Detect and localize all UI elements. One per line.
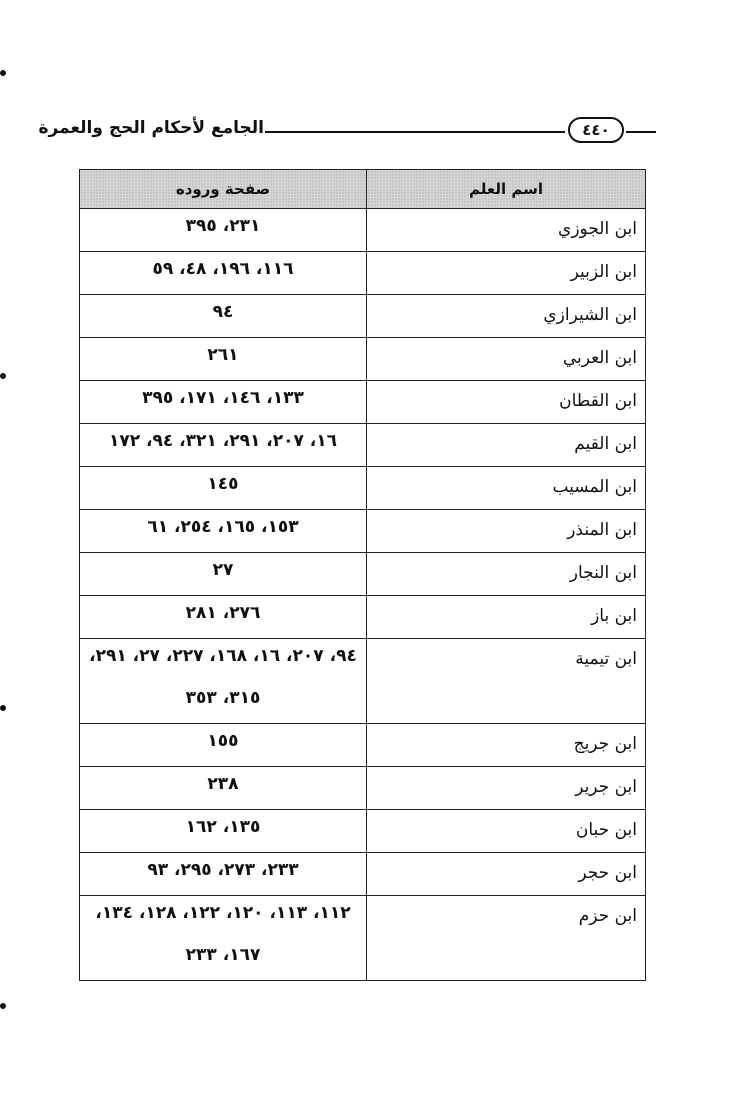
name-cell: ابن حبان (367, 810, 646, 853)
table-row (80, 853, 646, 896)
pages-line: ٩٤، ٢٠٧، ١٦، ١٦٨، ٢٢٧، ٢٧، ٢٩١، (89, 646, 357, 666)
column-header-pages: صفحة وروده (80, 170, 367, 209)
pages-line: ١٣٥، ١٦٢ (185, 817, 261, 837)
pages-cell (80, 424, 367, 467)
pages-cell (80, 381, 367, 424)
pages-cell (80, 810, 367, 853)
table-header-row (80, 170, 646, 209)
table-row (80, 810, 646, 853)
pages-line: ١٥٣، ١٦٥، ٢٥٤، ٦١ (147, 517, 299, 537)
pages-line: ٢٧٦، ٢٨١ (185, 603, 261, 623)
name-cell: ابن الجوزي (367, 209, 646, 252)
header-rule (265, 131, 565, 133)
pages-cell (80, 767, 367, 810)
name-cell: ابن الشيرازي (367, 295, 646, 338)
pages-cell (80, 510, 367, 553)
name-cell: ابن المسيب (367, 467, 646, 510)
pages-line: ٢٦١ (207, 345, 239, 365)
pages-line: ٢٧ (212, 560, 234, 580)
table-row (80, 639, 646, 724)
margin-mark (0, 705, 6, 711)
pages-cell (80, 724, 367, 767)
pages-line: ١٤٥ (207, 474, 239, 494)
pages-cell (80, 252, 367, 295)
pages-line: ١٥٥ (207, 731, 239, 751)
pages-cell (80, 209, 367, 252)
name-cell: ابن تيمية (367, 639, 646, 724)
table-row (80, 381, 646, 424)
pages-cell (80, 338, 367, 381)
table-row (80, 724, 646, 767)
pages-line: ٢٣٨ (207, 774, 239, 794)
name-cell: ابن المنذر (367, 510, 646, 553)
name-cell: ابن حجر (367, 853, 646, 896)
table-row (80, 252, 646, 295)
book-title: الجامع لأحكام الحج والعمرة (38, 118, 264, 138)
name-cell: ابن العربي (367, 338, 646, 381)
table-row (80, 510, 646, 553)
name-cell: ابن جرير (367, 767, 646, 810)
pages-line: ٢٣٣، ٢٧٣، ٢٩٥، ٩٣ (147, 860, 299, 880)
pages-cell (80, 853, 367, 896)
table-row (80, 209, 646, 252)
column-header-name: اسم العلم (367, 170, 646, 209)
pages-cell (80, 553, 367, 596)
pages-cell (80, 596, 367, 639)
name-cell: ابن القطان (367, 381, 646, 424)
table-row (80, 596, 646, 639)
table-row (80, 295, 646, 338)
margin-mark (0, 373, 6, 379)
names-index-table (79, 169, 646, 981)
table-row (80, 553, 646, 596)
pages-line: ١١٢، ١١٣، ١٢٠، ١٢٢، ١٢٨، ١٣٤، (95, 903, 351, 923)
margin-mark (0, 1003, 6, 1009)
name-cell: ابن القيم (367, 424, 646, 467)
name-cell: ابن الزبير (367, 252, 646, 295)
table-row (80, 767, 646, 810)
table-row (80, 424, 646, 467)
pages-cell (80, 639, 367, 724)
pages-cell (80, 896, 367, 981)
table-row (80, 467, 646, 510)
name-cell: ابن جريج (367, 724, 646, 767)
pages-line: ١٣٣، ١٤٦، ١٧١، ٣٩٥ (142, 388, 304, 408)
header-rule (626, 131, 656, 133)
pages-line: ١٦٧، ٢٣٣ (185, 945, 261, 965)
pages-cell (80, 295, 367, 338)
table-row (80, 338, 646, 381)
name-cell: ابن النجار (367, 553, 646, 596)
margin-mark (0, 70, 6, 76)
running-header (38, 116, 658, 146)
pages-line: ٩٤ (212, 302, 234, 322)
pages-line: ١٦، ٢٠٧، ٢٩١، ٣٢١، ٩٤، ١٧٢ (108, 431, 338, 451)
name-cell: ابن حزم (367, 896, 646, 981)
pages-line: ٣١٥، ٣٥٣ (185, 688, 261, 708)
page-number: ٤٤٠ (568, 117, 624, 143)
pages-cell (80, 467, 367, 510)
name-cell: ابن باز (367, 596, 646, 639)
pages-line: ١١٦، ١٩٦، ٤٨، ٥٩ (152, 259, 294, 279)
table-row (80, 896, 646, 981)
pages-line: ٢٣١، ٣٩٥ (185, 216, 261, 236)
